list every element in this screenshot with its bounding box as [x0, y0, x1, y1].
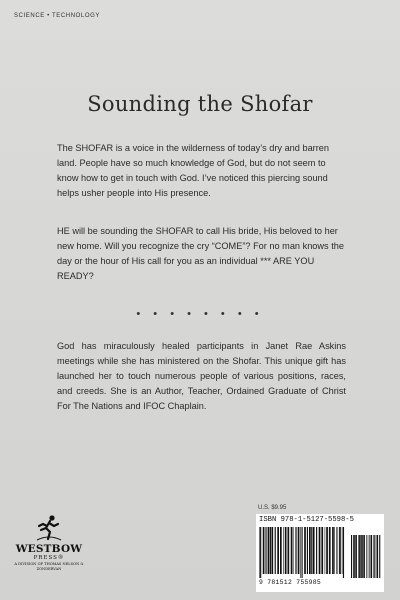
runner-icon [35, 514, 63, 542]
description-paragraph-2: HE will be sounding the SHOFAR to call His bride, His beloved to her new home. Will you recognize the cry “COME”? For no man knows the day or the hour of His call for you as an individual *** ARE YOU READY? [57, 226, 344, 281]
price-label: U.S. $9.95 [258, 505, 287, 511]
description-paragraph-1: The SHOFAR is a voice in the wilderness of today’s dry and barren land. People have so much knowledge of God, but do not seem to know how to get in touch with God. I’ve noticed this piercing sound helps usher people into His presence. [57, 143, 330, 198]
barcode-number [259, 579, 381, 586]
section-separator: • • • • • • • • [136, 308, 264, 320]
publisher-name: WESTBOW [15, 543, 83, 555]
publisher-logo [14, 514, 84, 594]
publisher-division: A DIVISION OF THOMAS NELSON & ZONDERVAN [14, 562, 84, 571]
isbn-text: ISBN 978-1-5127-5598-5 [259, 516, 354, 524]
author-bio-paragraph: God has miraculously healed participants in Janet Rae Askins meetings while she has ministered on the Shofar. This unique gift has launched her to touch numerous people of various positions, races, and creeds. She is an Author, Teacher, Ordained Graduate of Christ For The Nations and IFOC Chaplain. [57, 341, 346, 411]
category-label: SCIENCE • TECHNOLOGY [14, 13, 101, 19]
publisher-press: PRESS® [33, 555, 65, 561]
barcode-bars [259, 527, 381, 578]
barcode [256, 514, 384, 592]
barcode-main-number: 9 781512 755985 [259, 579, 322, 586]
book-title: Sounding the Shofar [87, 92, 313, 116]
